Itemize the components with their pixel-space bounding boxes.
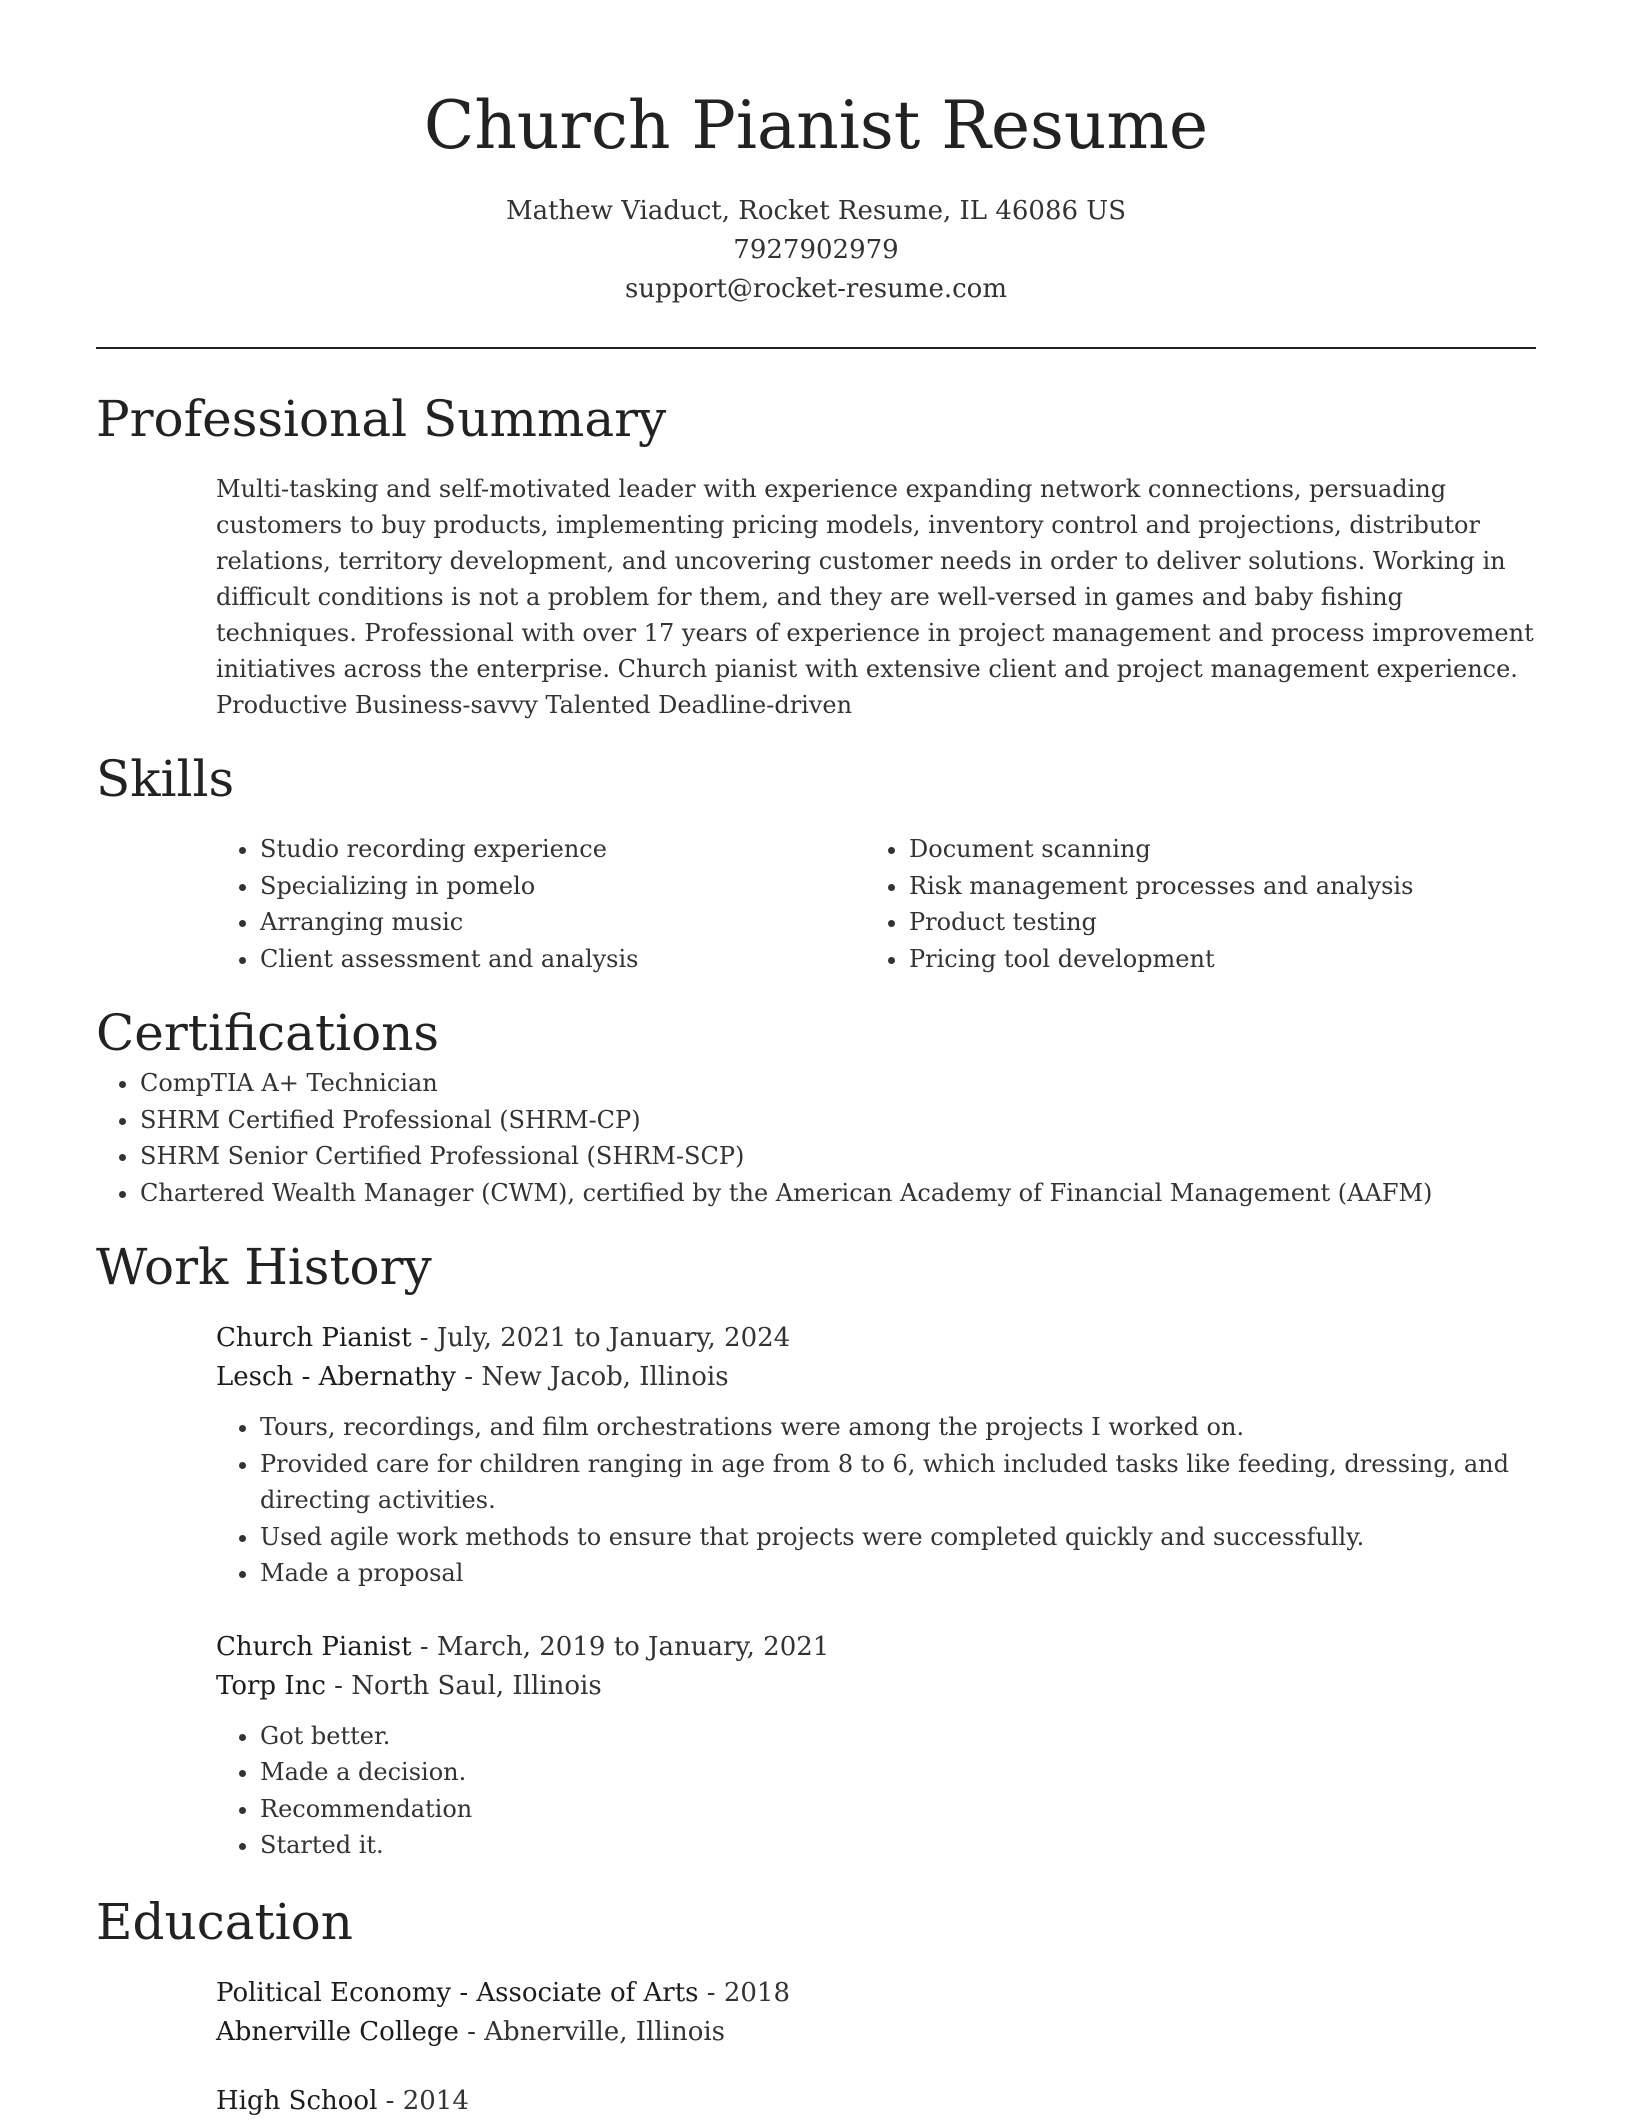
separator: - xyxy=(411,1323,437,1353)
separator: - xyxy=(377,2085,403,2116)
certification-item: • CompTIA A+ Technician xyxy=(140,1065,1536,1102)
education-entry xyxy=(216,2082,1536,2121)
resume-title: Church Pianist Resume xyxy=(423,87,1209,164)
skill-item: • Specializing in pomelo xyxy=(260,868,865,905)
education-school: Abnerville College xyxy=(216,2016,459,2047)
job-entry xyxy=(216,1628,1536,1864)
skill-item: • Client assessment and analysis xyxy=(260,941,865,978)
separator: - xyxy=(458,2016,485,2047)
job-company-line xyxy=(216,1358,1536,1397)
skill-item: • Pricing tool development xyxy=(909,941,1529,978)
skills-columns xyxy=(216,831,1536,977)
education-degree-line xyxy=(216,2082,1536,2121)
job-entry xyxy=(216,1319,1536,1592)
job-dates: March, 2019 to January, 2021 xyxy=(436,1631,830,1662)
education-year: 2014 xyxy=(402,2085,469,2116)
job-title: Church Pianist xyxy=(216,1631,412,1662)
summary-heading: Professional Summary xyxy=(96,390,667,448)
job-title-line xyxy=(216,1628,1536,1667)
contact-email: support@rocket-resume.com xyxy=(624,274,1007,304)
education-degree: Political Economy - Associate of Arts xyxy=(216,1977,699,2008)
job-bullet: • Tours, recordings, and film orchestrations were among the projects I worked on. xyxy=(260,1409,1536,1446)
summary-text: Multi-tasking and self-motivated leader with experience expanding network connections, persuading customers to buy products, implementing pricing models, inventory control and projections, distributor relations, territory development, and uncovering customer needs in order to deliver solutions. Working in difficult conditions is not a problem for them, and they are well-versed in games and baby fishing techniques. Professional with over 17 years of experience in project management and process improvement initiatives across the enterprise. Church pianist with extensive client and project management experience. Productive Business-savvy Talented Deadline-driven xyxy=(216,475,1534,719)
job-bullet: • Made a proposal xyxy=(260,1555,1536,1592)
contact-address: Mathew Viaduct, Rocket Resume, IL 46086 US xyxy=(505,196,1127,226)
education-school-line xyxy=(216,2013,1536,2052)
education-degree: High School xyxy=(216,2085,378,2116)
job-company-line xyxy=(216,1667,1536,1706)
job-bullet: • Provided care for children ranging in age from 8 to 6, which included tasks like feeding, dressing, and directing activities. xyxy=(260,1446,1536,1519)
contact-phone: 7927902979 xyxy=(733,235,899,265)
skill-item: • Document scanning xyxy=(909,831,1529,868)
certifications-heading: Certifications xyxy=(96,1004,440,1062)
skills-list-right xyxy=(865,831,1529,977)
job-title: Church Pianist xyxy=(216,1323,412,1353)
skills-heading: Skills xyxy=(96,750,235,808)
job-bullet: • Got better. xyxy=(260,1718,1536,1755)
certification-item: • SHRM Senior Certified Professional (SHRM-SCP) xyxy=(140,1138,1536,1175)
skill-item: • Risk management processes and analysis xyxy=(909,868,1529,905)
job-bullet: • Started it. xyxy=(260,1827,1536,1864)
education-year: 2018 xyxy=(723,1977,791,2008)
job-bullet: • Used agile work methods to ensure that projects were completed quickly and successfully. xyxy=(260,1519,1536,1556)
header-divider xyxy=(96,347,1536,349)
job-bullets xyxy=(216,1718,1536,1864)
certification-item: • SHRM Certified Professional (SHRM-CP) xyxy=(140,1102,1536,1139)
job-company: Lesch - Abernathy xyxy=(216,1362,456,1392)
education-heading: Education xyxy=(96,1892,353,1951)
job-bullet: • Made a decision. xyxy=(260,1754,1536,1791)
certification-item: • Chartered Wealth Manager (CWM), certified by the American Academy of Financial Management (AAFM) xyxy=(140,1175,1536,1212)
work-history-heading: Work History xyxy=(96,1238,432,1296)
job-bullets xyxy=(216,1409,1536,1592)
separator: - xyxy=(325,1670,352,1701)
job-location: New Jacob, Illinois xyxy=(481,1362,729,1392)
separator: - xyxy=(411,1631,437,1662)
resume-page xyxy=(96,0,1536,2121)
job-bullet: • Recommendation xyxy=(260,1791,1536,1828)
separator: - xyxy=(698,1977,724,2008)
contact-block xyxy=(96,192,1536,309)
education-location: Abnerville, Illinois xyxy=(484,2016,726,2047)
job-location: North Saul, Illinois xyxy=(351,1670,602,1701)
job-dates: July, 2021 to January, 2024 xyxy=(436,1323,791,1353)
skill-item: • Product testing xyxy=(909,904,1529,941)
job-title-line xyxy=(216,1319,1536,1358)
skill-item: • Arranging music xyxy=(260,904,865,941)
certifications-list xyxy=(96,1065,1536,1211)
separator: - xyxy=(455,1362,482,1392)
education-degree-line xyxy=(216,1974,1536,2013)
skills-list-left xyxy=(216,831,865,977)
job-company: Torp Inc xyxy=(216,1670,326,1701)
skill-item: • Studio recording experience xyxy=(260,831,865,868)
education-entry xyxy=(216,1974,1536,2052)
